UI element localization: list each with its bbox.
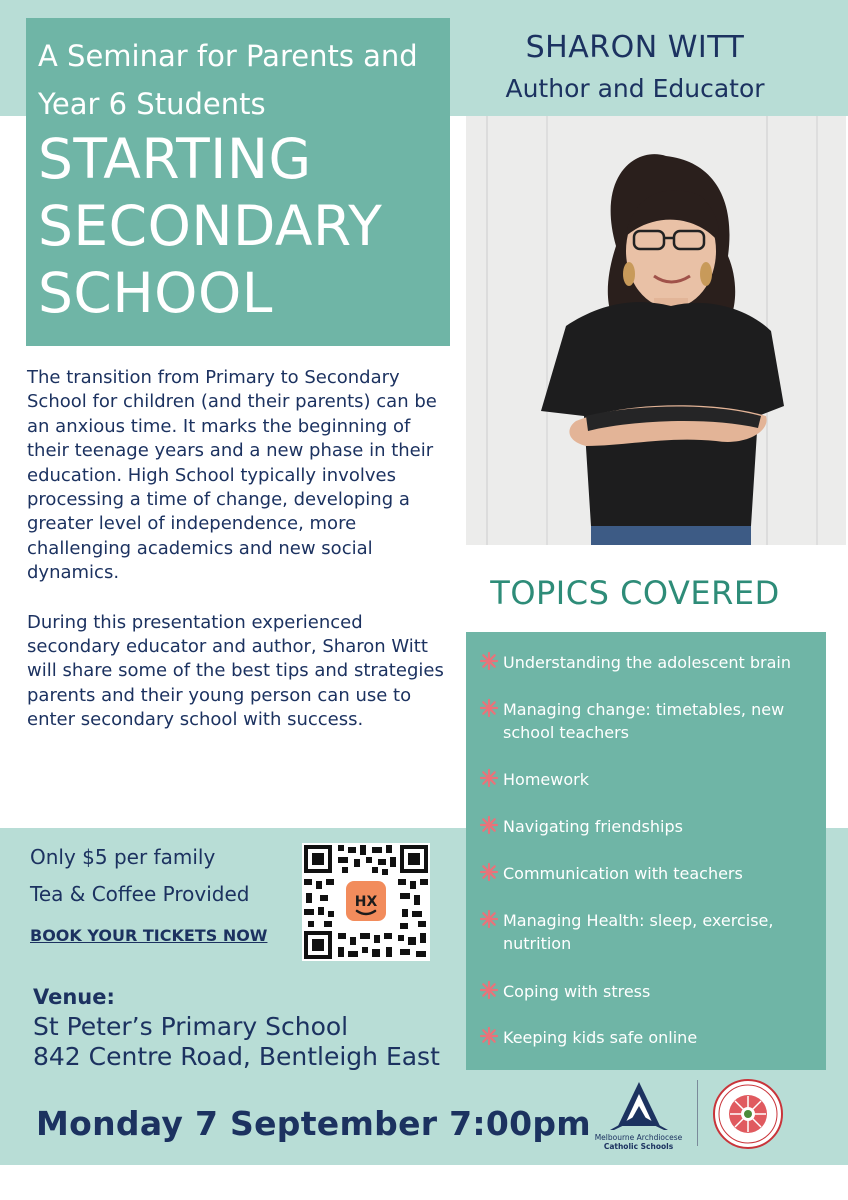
title-line-1: STARTING xyxy=(38,127,312,191)
title-box xyxy=(26,18,450,346)
topic-item xyxy=(503,768,818,791)
macs-logo-line-1: Melbourne Archdiocese xyxy=(594,1133,683,1142)
venue-name: St Peter’s Primary School xyxy=(33,1012,349,1041)
topic-item xyxy=(503,698,818,744)
asterisk-bullet-icon xyxy=(479,651,499,671)
topic-label: Keeping kids safe online xyxy=(503,1028,698,1047)
parish-crest-icon xyxy=(712,1078,784,1150)
topic-label: Managing change: timetables, new school teachers xyxy=(503,700,785,742)
speaker-photo xyxy=(466,116,846,545)
venue-label: Venue: xyxy=(33,985,115,1009)
topic-label: Coping with stress xyxy=(503,982,651,1001)
asterisk-bullet-icon xyxy=(479,862,499,882)
seminar-subtitle: A Seminar for Parents and Year 6 Students xyxy=(38,39,418,121)
speaker-name: SHARON WITT xyxy=(525,30,745,65)
book-tickets-link[interactable]: BOOK YOUR TICKETS NOW xyxy=(30,926,268,945)
qr-badge-text: HX xyxy=(354,894,378,910)
qr-code[interactable] xyxy=(302,843,430,961)
asterisk-bullet-icon xyxy=(479,815,499,835)
intro-text xyxy=(27,366,447,758)
title-line-3: SCHOOL xyxy=(38,261,273,325)
macs-logo-line-2: Catholic Schools xyxy=(603,1142,674,1151)
logo-divider xyxy=(697,1080,698,1146)
title-line-2: SECONDARY xyxy=(38,194,383,258)
asterisk-bullet-icon xyxy=(479,909,499,929)
topic-item xyxy=(503,909,818,955)
intro-paragraph-1: The transition from Primary to Secondary School for children (and their parents) can be an anxious time. It marks the beginning of their teenage years and a new phase in their education. High School typically involves processing a time of change, developing a greater level of independence, more challenging academics and new social dynamics. xyxy=(27,367,437,584)
asterisk-bullet-icon xyxy=(479,768,499,788)
topic-label: Navigating friendships xyxy=(503,817,683,836)
venue-address: 842 Centre Road, Bentleigh East xyxy=(33,1042,440,1071)
seminar-title xyxy=(38,126,448,327)
topic-item xyxy=(503,1026,818,1049)
speaker-role: Author and Educator xyxy=(505,74,765,103)
asterisk-bullet-icon xyxy=(479,698,499,718)
event-date: Monday 7 September 7:00pm xyxy=(36,1104,591,1143)
asterisk-bullet-icon xyxy=(479,980,499,1000)
topic-item xyxy=(503,651,818,674)
topic-label: Managing Health: sleep, exercise, nutrition xyxy=(503,911,774,953)
intro-paragraph-2: During this presentation experienced secondary educator and author, Sharon Witt will share some of the best tips and strategies parents and their young person can use to enter secondary school with success. xyxy=(27,611,444,731)
topic-item xyxy=(503,862,818,885)
topic-item xyxy=(503,980,818,1003)
topics-list xyxy=(466,632,826,1070)
topics-heading: TOPICS COVERED xyxy=(490,574,780,612)
topic-label: Understanding the adolescent brain xyxy=(503,653,791,672)
topic-item xyxy=(503,815,818,838)
topic-label: Homework xyxy=(503,770,589,789)
refreshments-text: Tea & Coffee Provided xyxy=(30,882,250,906)
price-text: Only $5 per family xyxy=(30,845,216,869)
topic-label: Communication with teachers xyxy=(503,864,743,883)
asterisk-bullet-icon xyxy=(479,1026,499,1046)
